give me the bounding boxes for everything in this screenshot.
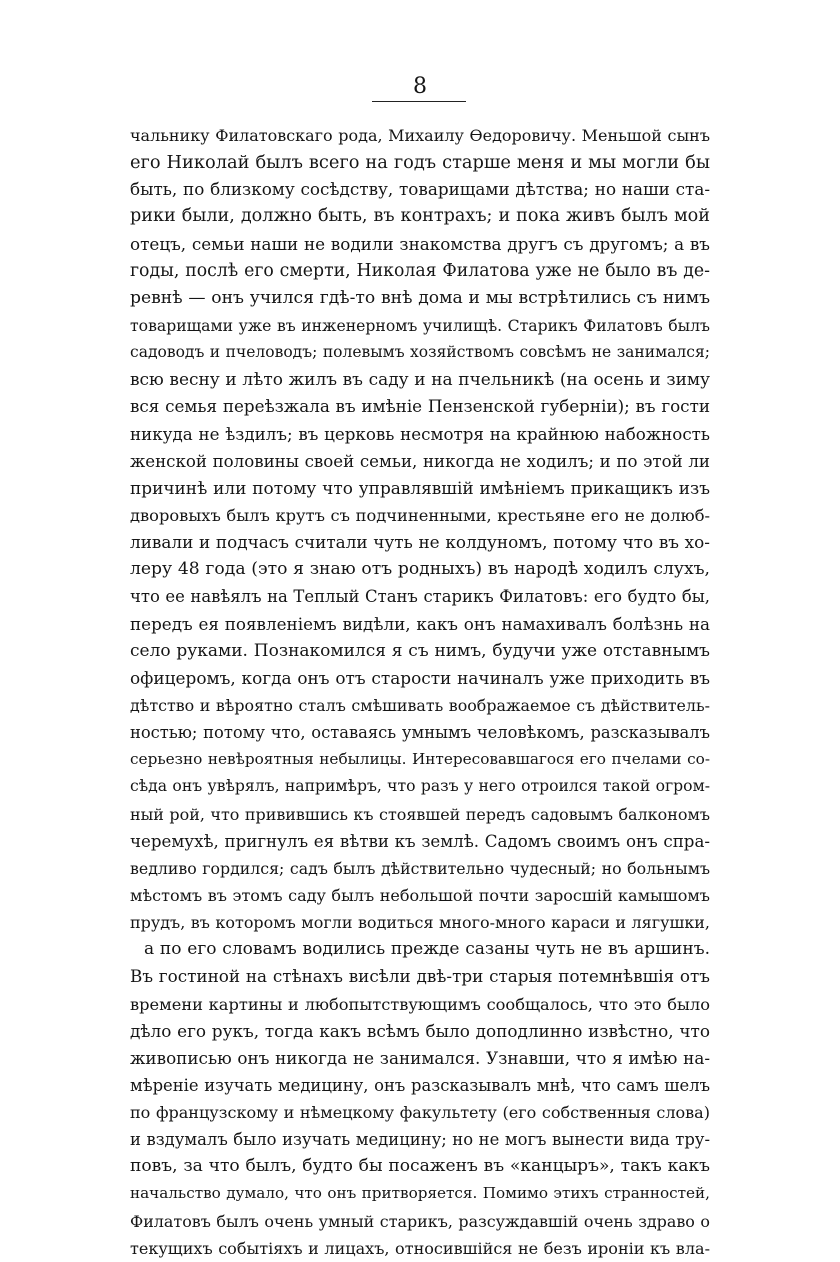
text-line: прудъ, въ которомъ могли водиться много-много караси и лягушки, [130,913,710,933]
text-line: причинѣ или потому что управлявшій имѣніемъ прикащикъ изъ [130,477,710,498]
text-line: рики были, должно быть, въ контрахъ; и пока живъ былъ мой [130,206,710,227]
text-line: повъ, за что былъ, будто бы посаженъ въ «канцыръ», такъ какъ [130,1156,710,1177]
text-line: передъ ея появленіемъ видѣли, какъ онъ намахивалъ болѣзнь на [130,613,710,634]
text-line: мѣстомъ въ этомъ саду былъ небольшой почти заросшій камышомъ [130,885,710,905]
text-line: ливали и подчасъ считали чуть не колдуномъ, потому что въ хо- [130,532,710,553]
text-line: по французскому и нѣмецкому факультету (его собственныя слова) [130,1103,710,1123]
text-line: быть, по близкому сосѣдству, товарищами дѣтства; но наши ста- [130,179,710,200]
text-line: товарищами уже въ инженерномъ училищѣ. Старикъ Филатовъ былъ [130,315,710,335]
text-line: годы, послѣ его смерти, Николая Филатова уже не было въ де- [130,260,710,281]
text-line: дѣло его рукъ, тогда какъ всѣмъ было доподлинно извѣстно, что [130,1020,710,1041]
text-line: живописью онъ никогда не занимался. Узнавши, что я имѣю на- [130,1047,710,1068]
text-line: и вздумалъ было изучать медицину; но не могъ вынести вида тру- [130,1130,710,1150]
text-line: его Николай былъ всего на годъ старше меня и мы могли бы [130,152,710,174]
text-line: никуда не ѣздилъ; въ церковь несмотря на крайнюю набожность [130,423,710,444]
text-line: что ее навѣялъ на Теплый Станъ старикъ Филатовъ: его будто бы, [130,587,710,607]
text-line: дѣтство и вѣроятно сталъ смѣшивать воображаемое съ дѣйствитель- [130,695,710,715]
text-line: всю весну и лѣто жилъ въ саду и на пчельникѣ (на осень и зиму [130,369,710,390]
text-line: Въ гостиной на стѣнахъ висѣли двѣ-три старыя потемнѣвшія отъ [130,966,710,987]
text-line: мѣреніе изучать медицину, онъ разсказывалъ мнѣ, что самъ шелъ [130,1075,710,1095]
text-line: вся семья переѣзжала въ имѣніе Пензенской губерніи); въ гости [130,396,710,417]
text-line: ревнѣ — онъ учился гдѣ-то внѣ дома и мы встрѣтились съ нимъ [130,287,710,308]
text-line: начальство думало, что онъ притворяется. Помимо этихъ странностей, [130,1184,710,1203]
text-line: сѣда онъ увѣрялъ, напримѣръ, что разъ у него отроился такой огром- [130,777,710,796]
text-line: женской половины своей семьи, никогда не ходилъ; и по этой ли [130,451,710,471]
text-line: леру 48 года (это я знаю отъ родныхъ) въ народѣ ходилъ слухъ, [130,559,710,580]
text-line: чальнику Филатовскаго рода, Михаилу Ѳедоровичу. Меньшой сынъ [130,126,710,145]
text-line: отецъ, семьи наши не водили знакомства другъ съ другомъ; а въ [130,233,710,254]
page-number: 8 [413,74,427,99]
text-line: черемухѣ, пригнулъ ея вѣтви къ землѣ. Садомъ своимъ онъ спра- [130,831,710,851]
text-line: текущихъ событіяхъ и лицахъ, относившійся не безъ ироніи къ вла- [130,1238,710,1258]
text-line: садоводъ и пчеловодъ; полевымъ хозяйствомъ совсѣмъ не занимался; [130,343,710,362]
text-line: серьезно невѣроятныя небылицы. Интересовавшагося его пчелами со- [130,750,710,769]
text-line: ностью; потому что, оставаясь умнымъ человѣкомъ, разсказывалъ [130,723,710,743]
text-line: времени картины и любопытствующимъ сообщалось, что это было [130,994,710,1014]
text-line: ведливо гордился; садъ былъ дѣйствительно чудесный; но больнымъ [130,858,710,878]
text-line: Филатовъ былъ очень умный старикъ, разсуждавшій очень здраво о [130,1211,710,1231]
header-rule [372,101,466,102]
text-line: дворовыхъ былъ крутъ съ подчиненными, крестьяне его не долюб- [130,505,710,525]
body-text [130,122,710,1262]
text-line: офицеромъ, когда онъ отъ старости начиналъ уже приходить въ [130,667,710,688]
text-line: село руками. Познакомился я съ нимъ, будучи уже отставнымъ [130,640,710,661]
text-line: а по его словамъ водились прежде сазаны чуть не въ аршинъ. [144,939,710,960]
text-line: ный рой, что привившись къ стоявшей передъ садовымъ балкономъ [130,804,710,824]
